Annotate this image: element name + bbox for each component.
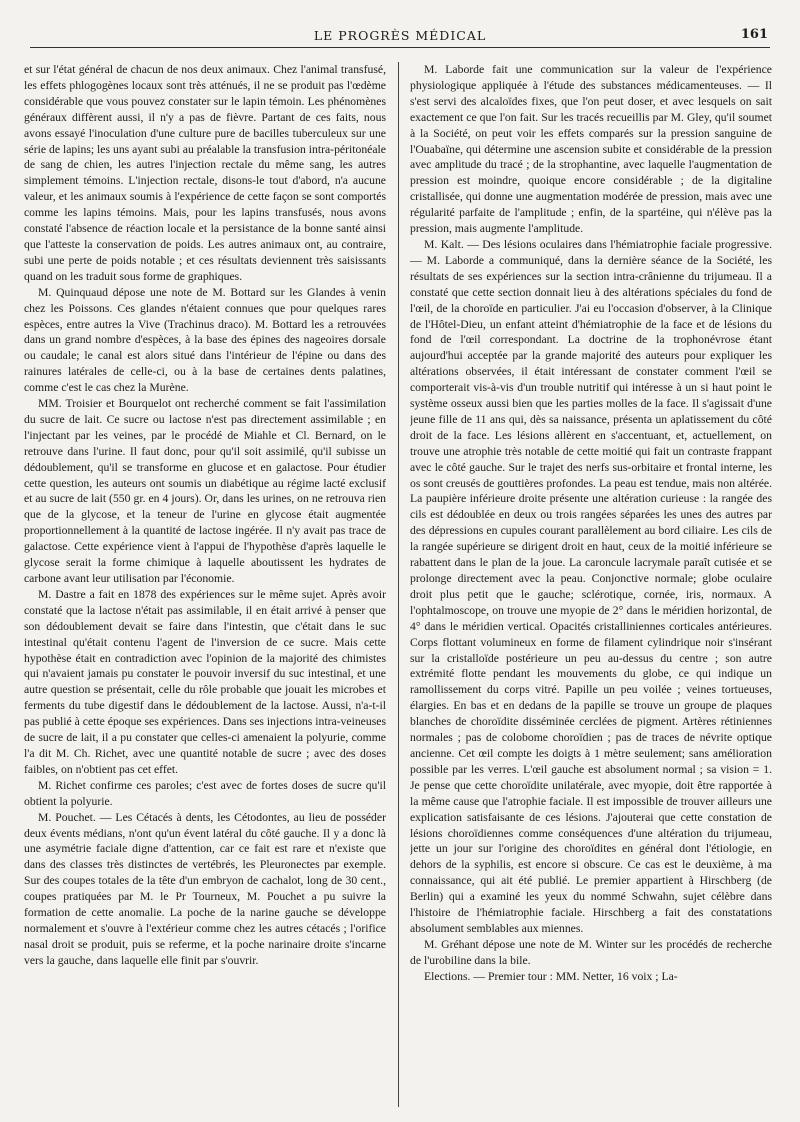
page-number: 161 [740,27,768,42]
paragraph-grehant: M. Gréhant dépose une note de M. Winter sur les procédés de recherche de l'urobiline dans la bile. [410,937,772,967]
column-divider [398,62,399,1107]
paragraph-quinquaud: M. Quinquaud dépose une note de M. Bottard sur les Glandes à venin chez les Poissons. Ces glandes n'étaient connues que pour quelques rares espèces, entre autres la Vive (Trachinus draco). M. Bottard les a retrouvées dans un grand nombre d'espèces, à la base des épines des nageoires dorsale ou caudale; le canal est alors situé dans l'intérieur de l'épine ou dans des rainures latérales de celle-ci, ou à la base de certaines dents palatines, comme c'est le cas chez la Murène. [24,285,386,395]
header-rule [30,47,770,48]
paragraph-troisier: MM. Troisier et Bourquelot ont recherché comment se fait l'assimilation du sucre de lait. Ce sucre ou lactose n'est pas directement assimilable ; en l'injectant par les veines, par le procédé de Miahle et Cl. Bernard, on le retrouve dans l'urine. Il faut donc, pour qu'il soit assimilé, qu'il subisse un dédoublement, qu'il se transforme en glucose et en galactose. Pour étudier cette question, les auteurs ont soumis un diabétique au régime lacté exclusif et au sucre de lait (550 gr. en 4 jours). Or, dans les urines, on ne retrouva rien que de la glycose, et la teneur de l'urine en glycose était augmentée proportionnellement à la quantité de lactose ingérée. Il n'y avait pas trace de galactose. Cette expérience vient à l'appui de l'hypothèse d'après laquelle le glycose serait la forme chimique à laquelle aboutissent les hydrates de carbone avant leur utilisation par l'économie. [24,397,386,585]
paragraph-elections: Elections. — Premier tour : MM. Netter, 16 voix ; La- [424,969,678,983]
right-column [410,62,772,1112]
left-column [24,62,386,1112]
journal-title: LE PROGRÈS MÉDICAL [313,28,487,43]
paragraph-pouchet: M. Pouchet. — Les Cétacés à dents, les Cétodontes, au lieu de posséder deux évents médians, n'ont qu'un évent latéral du côté gauche. Il y a donc là une asymétrie faciale digne d'attention, car ce fait est rare et n'existe que dans des classes très distinctes de vertébrés, les Pleuronectes par exemple. Sur des coupes totales de la tête d'un embryon de cachalot, long de 30 cent., coupes pratiquées par M. le Pr Tourneux, M. Pouchet a pu suivre la formation de cette anomalie. La poche de la narine gauche se développe normalement et s'ouvre à l'extérieur comme chez les autres cétacés ; l'orifice nasal droit se produit, puis se referme, et la poche narinaire droite s'incarne vers la gauche, dans laquelle elle finit par s'ouvrir. [24,810,386,967]
running-header [30,22,770,46]
paragraph-transfusion: et sur l'état général de chacun de nos deux animaux. Chez l'animal transfusé, les effets phlogogènes locaux sont très atténués, il ne se produit pas l'œdème considérable que vous pouvez constater sur le lapin témoin. Les phénomènes généraux diffèrent aussi, il n'y a pas de fièvre. Partant de ces faits, nous avons essayé l'inoculation d'une culture pure de bacilles tuberculeux sur une série de lapins; les uns ayant subi au préalable la transfusion intra-péritonéale de sang de chien, les autres l'injection rectale du même sang, les autres simplement témoins. L'injection rectale, disons-le tout d'abord, n'a aucune valeur, et les animaux soumis à l'expérience de cette façon se sont comportés comme les lapins témoins. Mais, pour les lapins transfusés, nous avons constaté l'absence de réaction locale et la persistance de la bonne santé ainsi que l'atteste la conservation de poids. Les autres animaux ont, au contraire, subi une perte de poids notable ; et ces résultats deviennent très saisissants quand on les traduit sous forme de graphiques. [24,63,386,283]
paragraph-laborde: M. Laborde fait une communication sur la valeur de l'expérience physiologique appliquée à l'étude des substances médicamenteuses. — Il s'est servi des alcaloïdes fixes, que l'on peut doser, et avec lesquels on sait exactement ce que l'on fait. Sur les tracés recueillis par M. Gley, qu'il soumet à la Société, on peut voir les effets comparés sur la pression sanguine de l'Ouabaïne, qui détermine une ascension subite et considérable de la pression avec amplitude du tracé ; de la strophantine, avec laquelle l'augmentation de pression est moindre, quoique encore considérable ; de la digitaline cristallisée, qui donne une augmentation modérée de pression, mais avec une régularité parfaite de l'amplitude ; enfin, de la spartéine, qui n'élève pas la pression, mais augmente l'amplitude. [410,63,772,236]
paragraph-dastre: M. Dastre a fait en 1878 des expériences sur le même sujet. Après avoir constaté que la lactose n'était pas assimilable, il en était arrivé à penser que son dédoublement devait se faire dans l'intestin, que c'était dans le suc intestinal qu'était contenu l'agent de l'inversion de ce sucre. Mais cette hypothèse était en contradiction avec l'opinion de la majorité des chimistes qui n'avaient jamais pu constater le pouvoir inversif du suc intestinal, et une autre question se présentait, celle du rôle probable que jouait les microbes et ferments du tube digestif dans le dédoublement de la lactose. Aussi, n'a-t-il pas publié à cette époque ses expériences. Dans ses injections intra-veineuses de sucre de lait, il a pu constater que celles-ci amenaient la polyurie, comme l'a dit M. Ch. Richet, avec une quantité notable de sucre ; avec des doses faibles, on n'obtient pas cet effet. [24,587,386,776]
paragraph-kalt: M. Kalt. — Des lésions oculaires dans l'hémiatrophie faciale progressive. — M. Laborde a communiqué, dans la dernière séance de la Société, les résultats de ses expériences sur la section intra-crânienne du trijumeau. Il a constaté que cette section donnait lieu à des altérations spéciales du fond de l'œil, de la choroïde en particulier. J'ai eu l'occasion d'observer, à la Clinique de l'Hôtel-Dieu, un enfant atteint d'hémiatrophie de la face et de lésions du fond de l'œil correspondant. La doctrine de la trophonévrose étant aujourd'hui acceptée par la grande majorité des auteurs pour expliquer les altérations observées, il était intéressant de constater comment l'œil se comporterait vis-à-vis d'un trouble nutritif qui intéresse à un si haut point le système osseux aussi bien que les parties molles de la face. Il s'agissait d'une jeune fille de 11 ans qui, dès sa naissance, présenta un aplatissement du côté droit de la face. Les lésions allèrent en s'accentuant, et, actuellement, on trouve une atrophie très notable de cette moitié qui fait un contraste frappant avec le côté gauche. Sur le trajet des nerfs sus-orbitaire et frontal interne, les os sont creusés de gouttières profondes. La peau est tendue, mais non altérée. La paupière inférieure droite présente une altération curieuse : la rangée des cils est dédoublée en deux ou trois rangées séparées les unes des autres par des dépressions en cupules courant parallèlement au bord ciliaire. Les cils de la rangée supérieure se dirigent droit en haut, ceux de la moitié inférieure se rabattent dans le plan de la joue. La caroncule lacrymale paraît cutisée et se prolonge directement avec la peau. Conjonctive normale; globe oculaire droit plus petit que le gauche; sclérotique, cornée, iris, normaux. A l'ophtalmoscope, on trouve une myopie de 2° dans le méridien horizontal, de 4° dans le méridien vertical. Opacités cristalliniennes corticales antérieures. Corps flottant volumineux en forme de filament cylindrique noir s'insérant sur la cristalloïde postérieure un peu au-dessus du centre ; son autre extrémité flotte pendant les mouvements du globe, ce qui indique un ramollissement du corps vitré. Papille un peu voilée ; veines tortueuses, élargies. En bas et en dedans de la papille se trouve un groupe de plaques blanches de choroïdite disséminée cerclées de pigment. Artères rétiniennes normales ; pas de colobome choroïdien ; pas de traces de névrite optique ancienne. Cet œil compte les doigts à 1 mètre seulement; sans amélioration possible par les verres. L'œil gauche est absolument normal ; sa vision = 1. Je pense que cette choroïdite unilatérale, avec myopie, doit être rapportée à la même cause que l'atrophie faciale. Il est impossible de trouver ailleurs une explication satisfaisante de ces lésions. J'ajouterai que cette constation de lésions choroïdiennes comme conséquences d'une altération du trijumeau, jette un jour sur l'origine des choroïdites en général dont l'étiologie, en dehors de la syphilis, est encore si obscure. Ce cas est le deuxième, à ma connaissance, qui ait été publié. Le premier appartient à Hirschberg (de Berlin) qui a examiné les yeux du nommé Schwahn, sujet célèbre dans l'histoire de l'hémiatrophie faciale. Hirschberg a fait des constatations absolument semblables aux miennes. [410,237,772,935]
paragraph-richet: M. Richet confirme ces paroles; c'est avec de fortes doses de sucre qu'il obtient la polyurie. [24,778,386,808]
